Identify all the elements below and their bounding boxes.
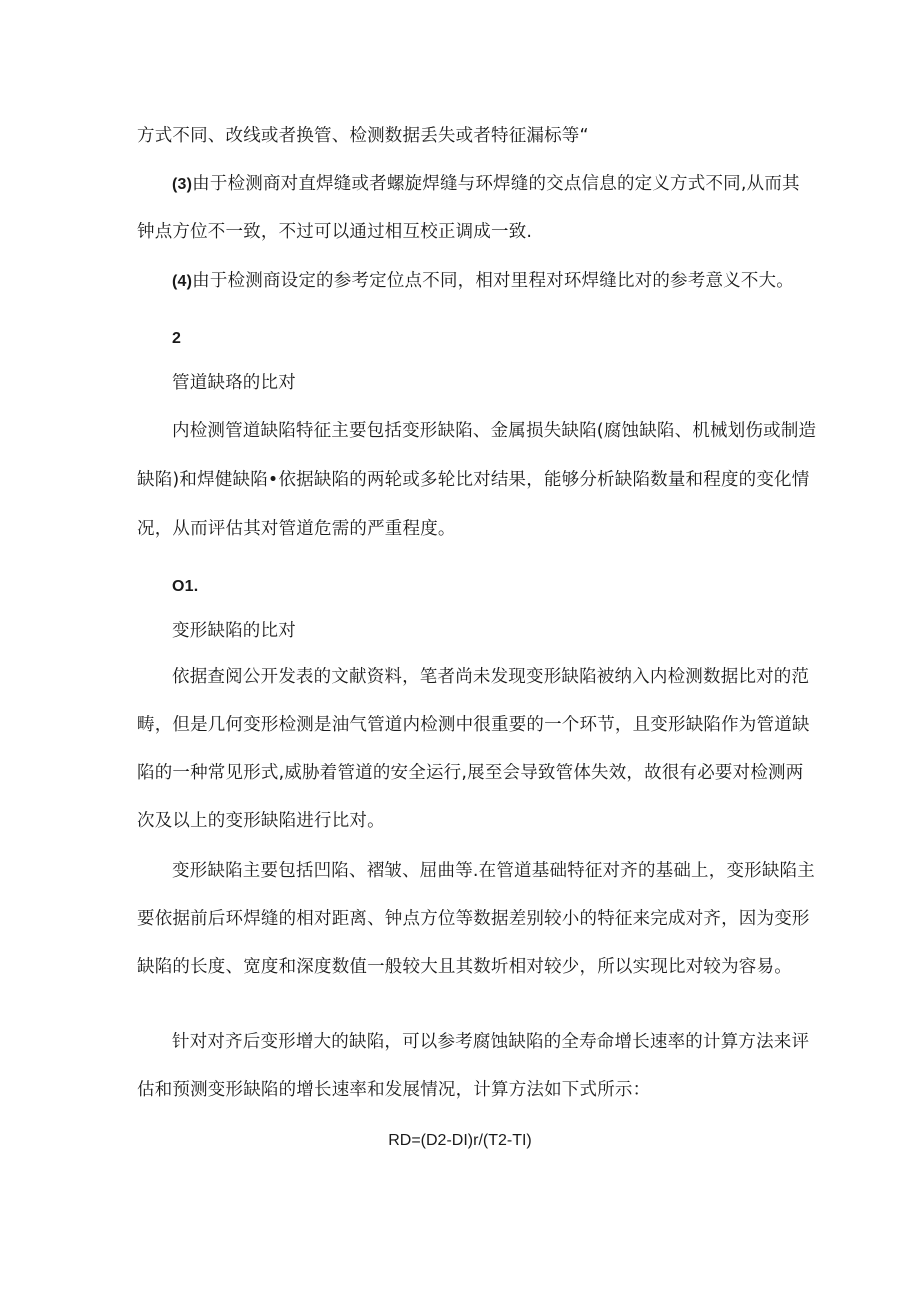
paragraph-text: 由于检测商设定的参考定位点不同，相对里程对环焊缝比对的参考意义不大。 <box>192 271 794 291</box>
paragraph-line: 况，从而评估其对管道危需的严重程度。 <box>137 519 456 539</box>
paragraph-line: 变形缺陷主要包括凹陷、褶皱、屈曲等.在管道基础特征对齐的基础上，变形缺陷主 <box>172 861 815 881</box>
formula: RD=(D2-DI)r/(T2-TI) <box>388 1132 532 1149</box>
paragraph-line: 方式不同、改线或者换管、检测数据丢失或者特征漏标等“ <box>137 126 589 146</box>
paragraph-line: 钟点方位不一致，不过可以通过相互校正调成一致. <box>137 222 533 242</box>
list-item-4 <box>172 270 794 293</box>
paragraph-line: 陷的一种常见形式,威胁着管道的安全运行,展至会导致管体失效，故很有必要对检测两 <box>137 763 804 783</box>
paragraph-line: 依据查阅公开发表的文献资料，笔者尚未发现变形缺陷被纳入内检测数据比对的范 <box>172 667 810 687</box>
paragraph-text: 由于检测商对直焊缝或者螺旋焊缝与环焊缝的交点信息的定义方式不同,从而其 <box>192 174 800 194</box>
paragraph-line: 缺陷)和焊健缺陷•依据缺陷的两轮或多轮比对结果，能够分析缺陷数量和程度的变化情 <box>137 470 810 490</box>
paragraph-line: 畴，但是几何变形检测是油气管道内检测中很重要的一个环节，且变形缺陷作为管道缺 <box>137 715 810 735</box>
section-title: 管道缺珞的比对 <box>172 373 296 393</box>
paragraph-line: 针对对齐后变形增大的缺陷，可以参考腐蚀缺陷的全寿命增长速率的计算方法来评 <box>172 1032 810 1052</box>
paragraph-line: 缺陷的长度、宽度和深度数值一般较大且其数圻相对较少，所以实现比对较为容易。 <box>137 957 792 977</box>
list-number: (3) <box>172 176 193 193</box>
list-number: (4) <box>172 273 193 290</box>
section-number: 2 <box>172 330 182 347</box>
paragraph-line: 次及以上的变形缺陷进行比对。 <box>137 811 385 831</box>
subsection-title: 变形缺陷的比对 <box>172 621 296 641</box>
paragraph-line: 内检测管道缺陷特征主要包括变形缺陷、金属损失缺陷(腐蚀缺陷、机械划伤或制造 <box>172 421 817 441</box>
list-item-3 <box>172 173 800 196</box>
subsection-number: O1. <box>172 578 199 595</box>
paragraph-line: 要依据前后环焊缝的相对距离、钟点方位等数据差别较小的特征来完成对齐，因为变形 <box>137 909 810 929</box>
paragraph-line: 估和预测变形缺陷的增长速率和发展情况，计算方法如下式所示： <box>137 1080 651 1100</box>
